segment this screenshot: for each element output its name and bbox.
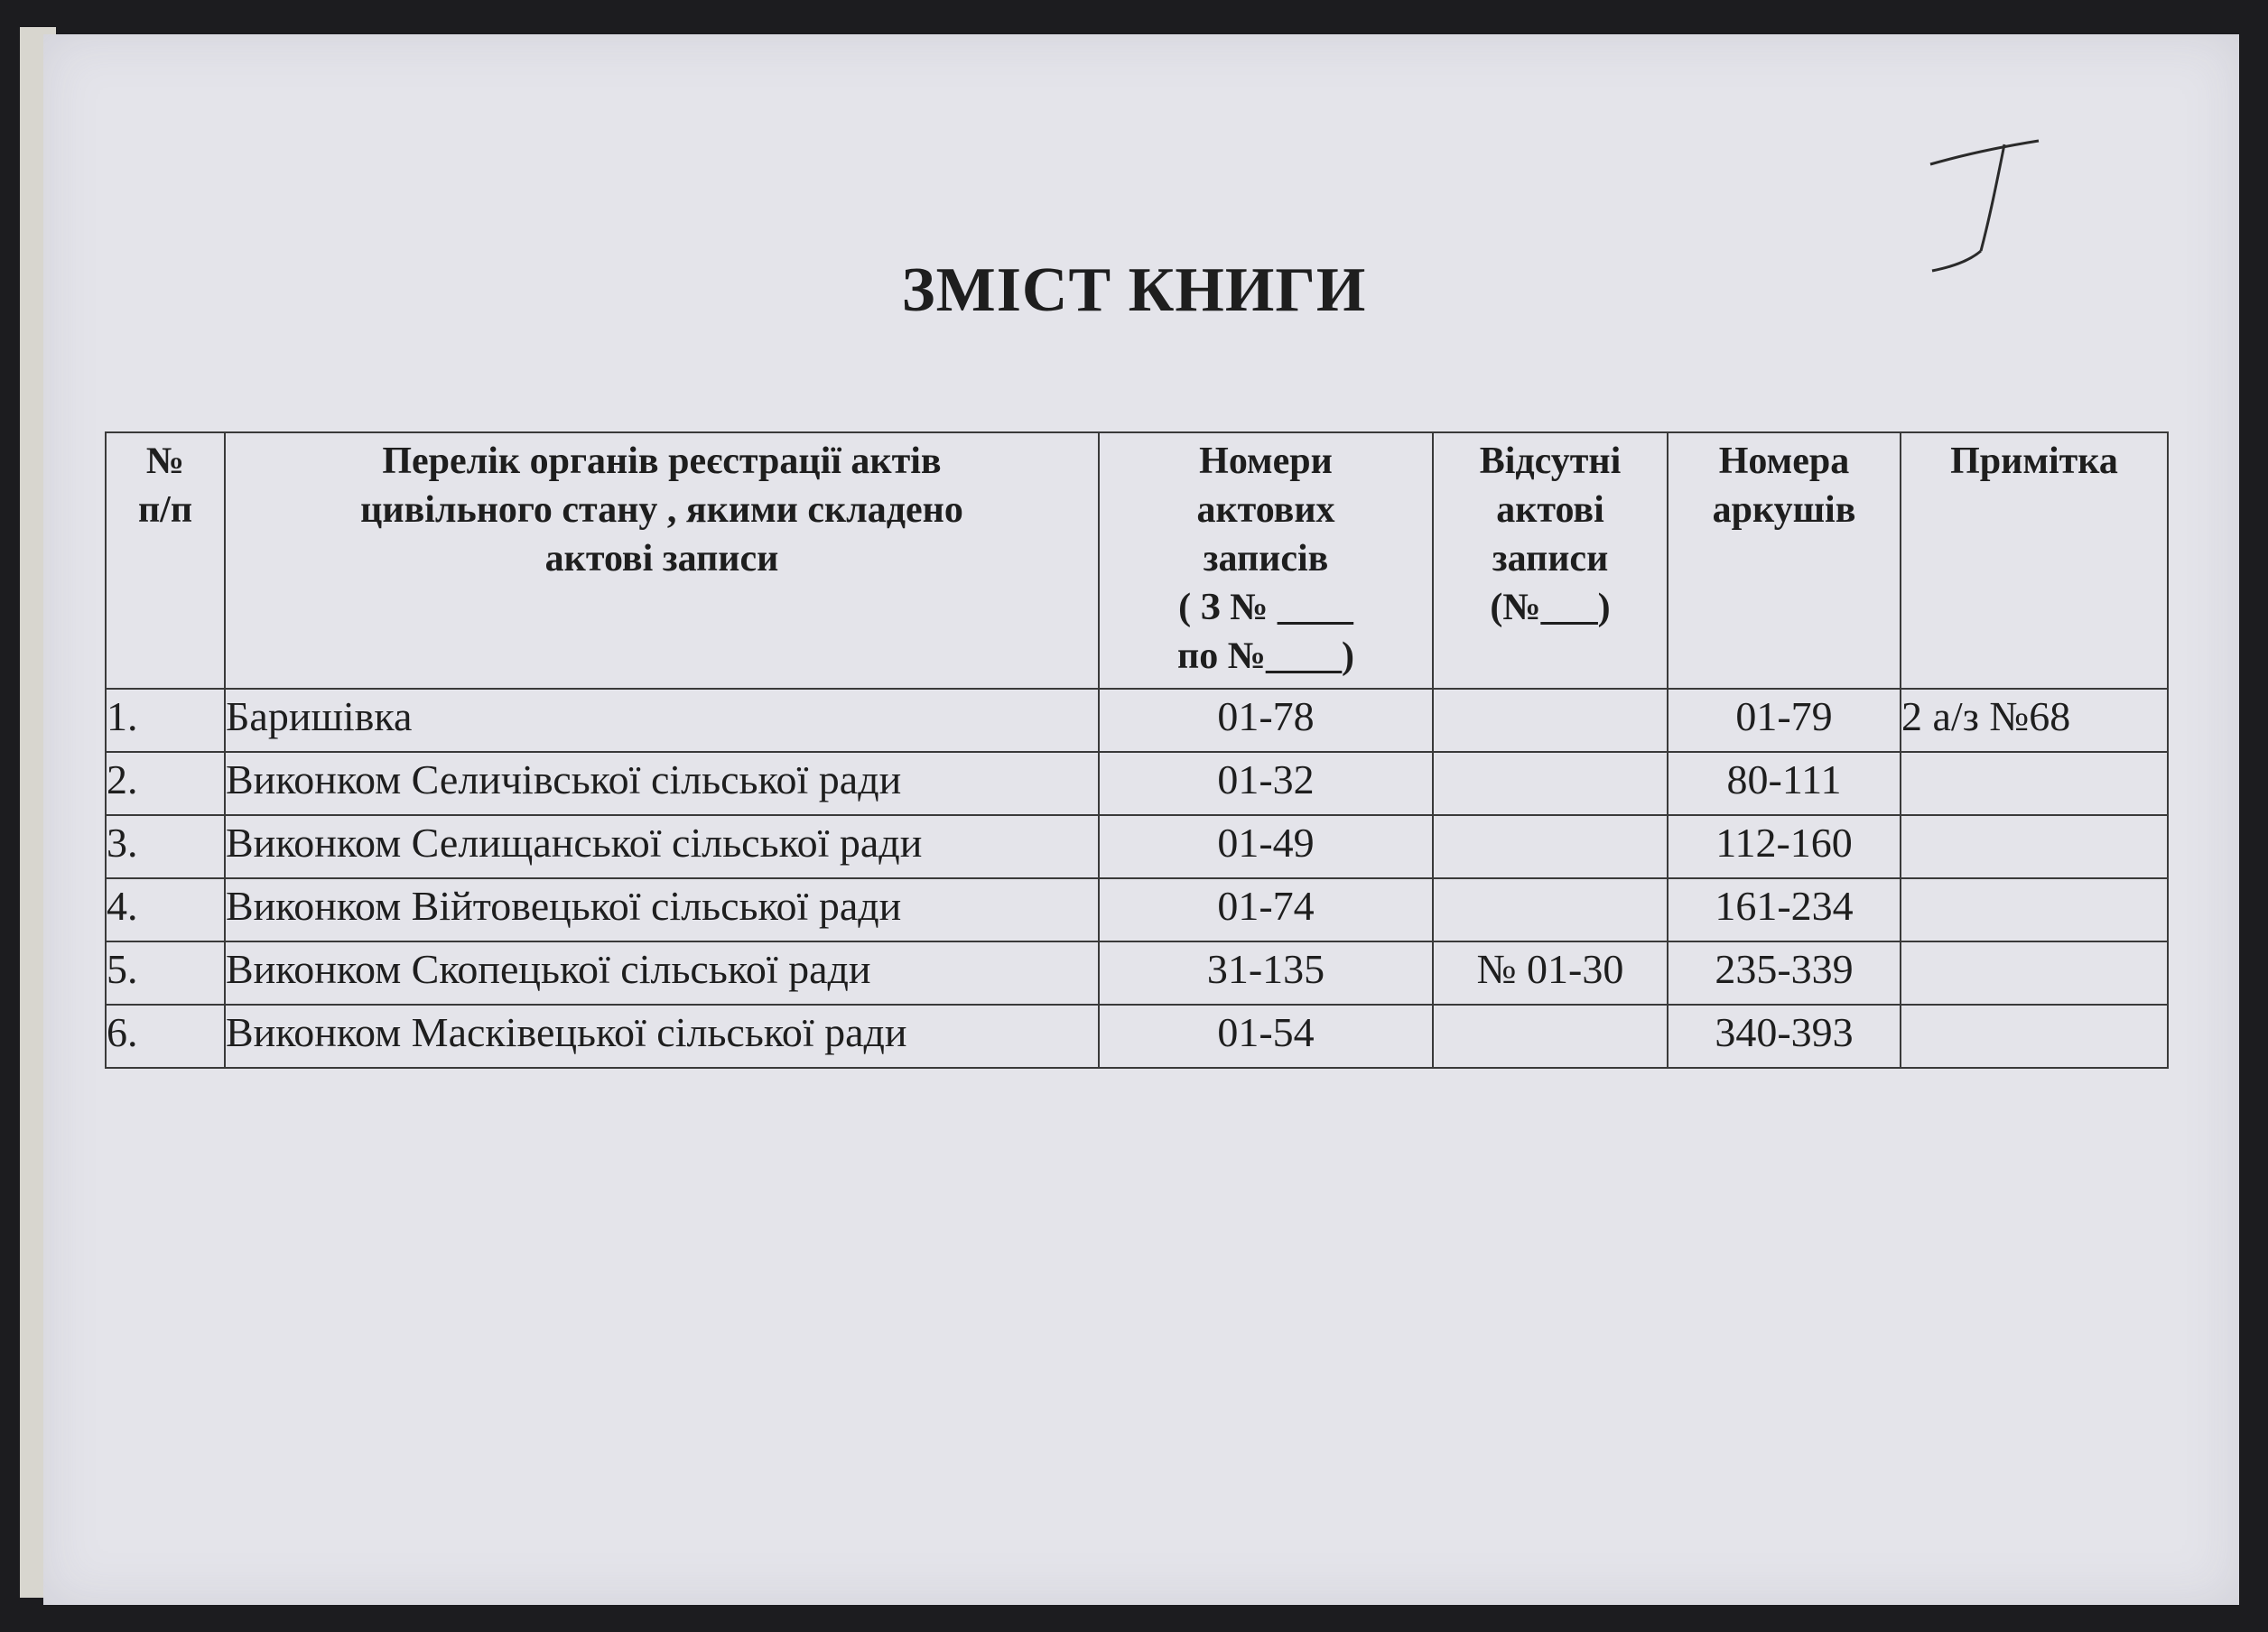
row-sheets: 112-160: [1668, 815, 1901, 878]
table-row: [106, 752, 2168, 815]
header-record-numbers: Номери актових записів ( З № ____ по №____): [1099, 432, 1433, 689]
row-records: 01-78: [1099, 689, 1433, 752]
header-note: Примітка: [1901, 432, 2168, 689]
table-header-row: [106, 432, 2168, 689]
table-row: [106, 689, 2168, 752]
contents-table: [105, 431, 2169, 1069]
header-missing: Відсутні актові записи (№___): [1433, 432, 1668, 689]
row-org: Баришівка: [225, 689, 1099, 752]
row-records: 01-49: [1099, 815, 1433, 878]
row-num: 5.: [106, 941, 225, 1005]
row-sheets: 80-111: [1668, 752, 1901, 815]
row-note: [1901, 752, 2168, 815]
document-title: ЗМІСТ КНИГИ: [901, 255, 1367, 325]
row-note: [1901, 1005, 2168, 1068]
row-records: 01-32: [1099, 752, 1433, 815]
row-records: 01-74: [1099, 878, 1433, 941]
table-row: [106, 815, 2168, 878]
row-num: 6.: [106, 1005, 225, 1068]
row-org: Виконком Селищанської сільської ради: [225, 815, 1099, 878]
header-sheets: Номера аркушів: [1668, 432, 1901, 689]
row-org: Виконком Масківецької сільської ради: [225, 1005, 1099, 1068]
header-num: № п/п: [106, 432, 225, 689]
row-note: 2 а/з №68: [1901, 689, 2168, 752]
row-sheets: 235-339: [1668, 941, 1901, 1005]
row-org: Виконком Селичівської сільської ради: [225, 752, 1099, 815]
row-note: [1901, 878, 2168, 941]
row-records: 01-54: [1099, 1005, 1433, 1068]
table-row: [106, 941, 2168, 1005]
row-missing: [1433, 815, 1668, 878]
row-num: 1.: [106, 689, 225, 752]
row-records: 31-135: [1099, 941, 1433, 1005]
row-sheets: 01-79: [1668, 689, 1901, 752]
row-org: Виконком Війтовецької сільської ради: [225, 878, 1099, 941]
row-missing: [1433, 1005, 1668, 1068]
row-note: [1901, 815, 2168, 878]
header-org: Перелік органів реєстрації актів цивільного стану , якими складено актові записи: [225, 432, 1099, 689]
row-num: 4.: [106, 878, 225, 941]
row-num: 3.: [106, 815, 225, 878]
row-missing: [1433, 878, 1668, 941]
row-missing: № 01-30: [1433, 941, 1668, 1005]
table-row: [106, 1005, 2168, 1068]
row-sheets: 340-393: [1668, 1005, 1901, 1068]
row-note: [1901, 941, 2168, 1005]
table-row: [106, 878, 2168, 941]
row-org: Виконком Скопецької сільської ради: [225, 941, 1099, 1005]
row-num: 2.: [106, 752, 225, 815]
row-sheets: 161-234: [1668, 878, 1901, 941]
row-missing: [1433, 689, 1668, 752]
row-missing: [1433, 752, 1668, 815]
